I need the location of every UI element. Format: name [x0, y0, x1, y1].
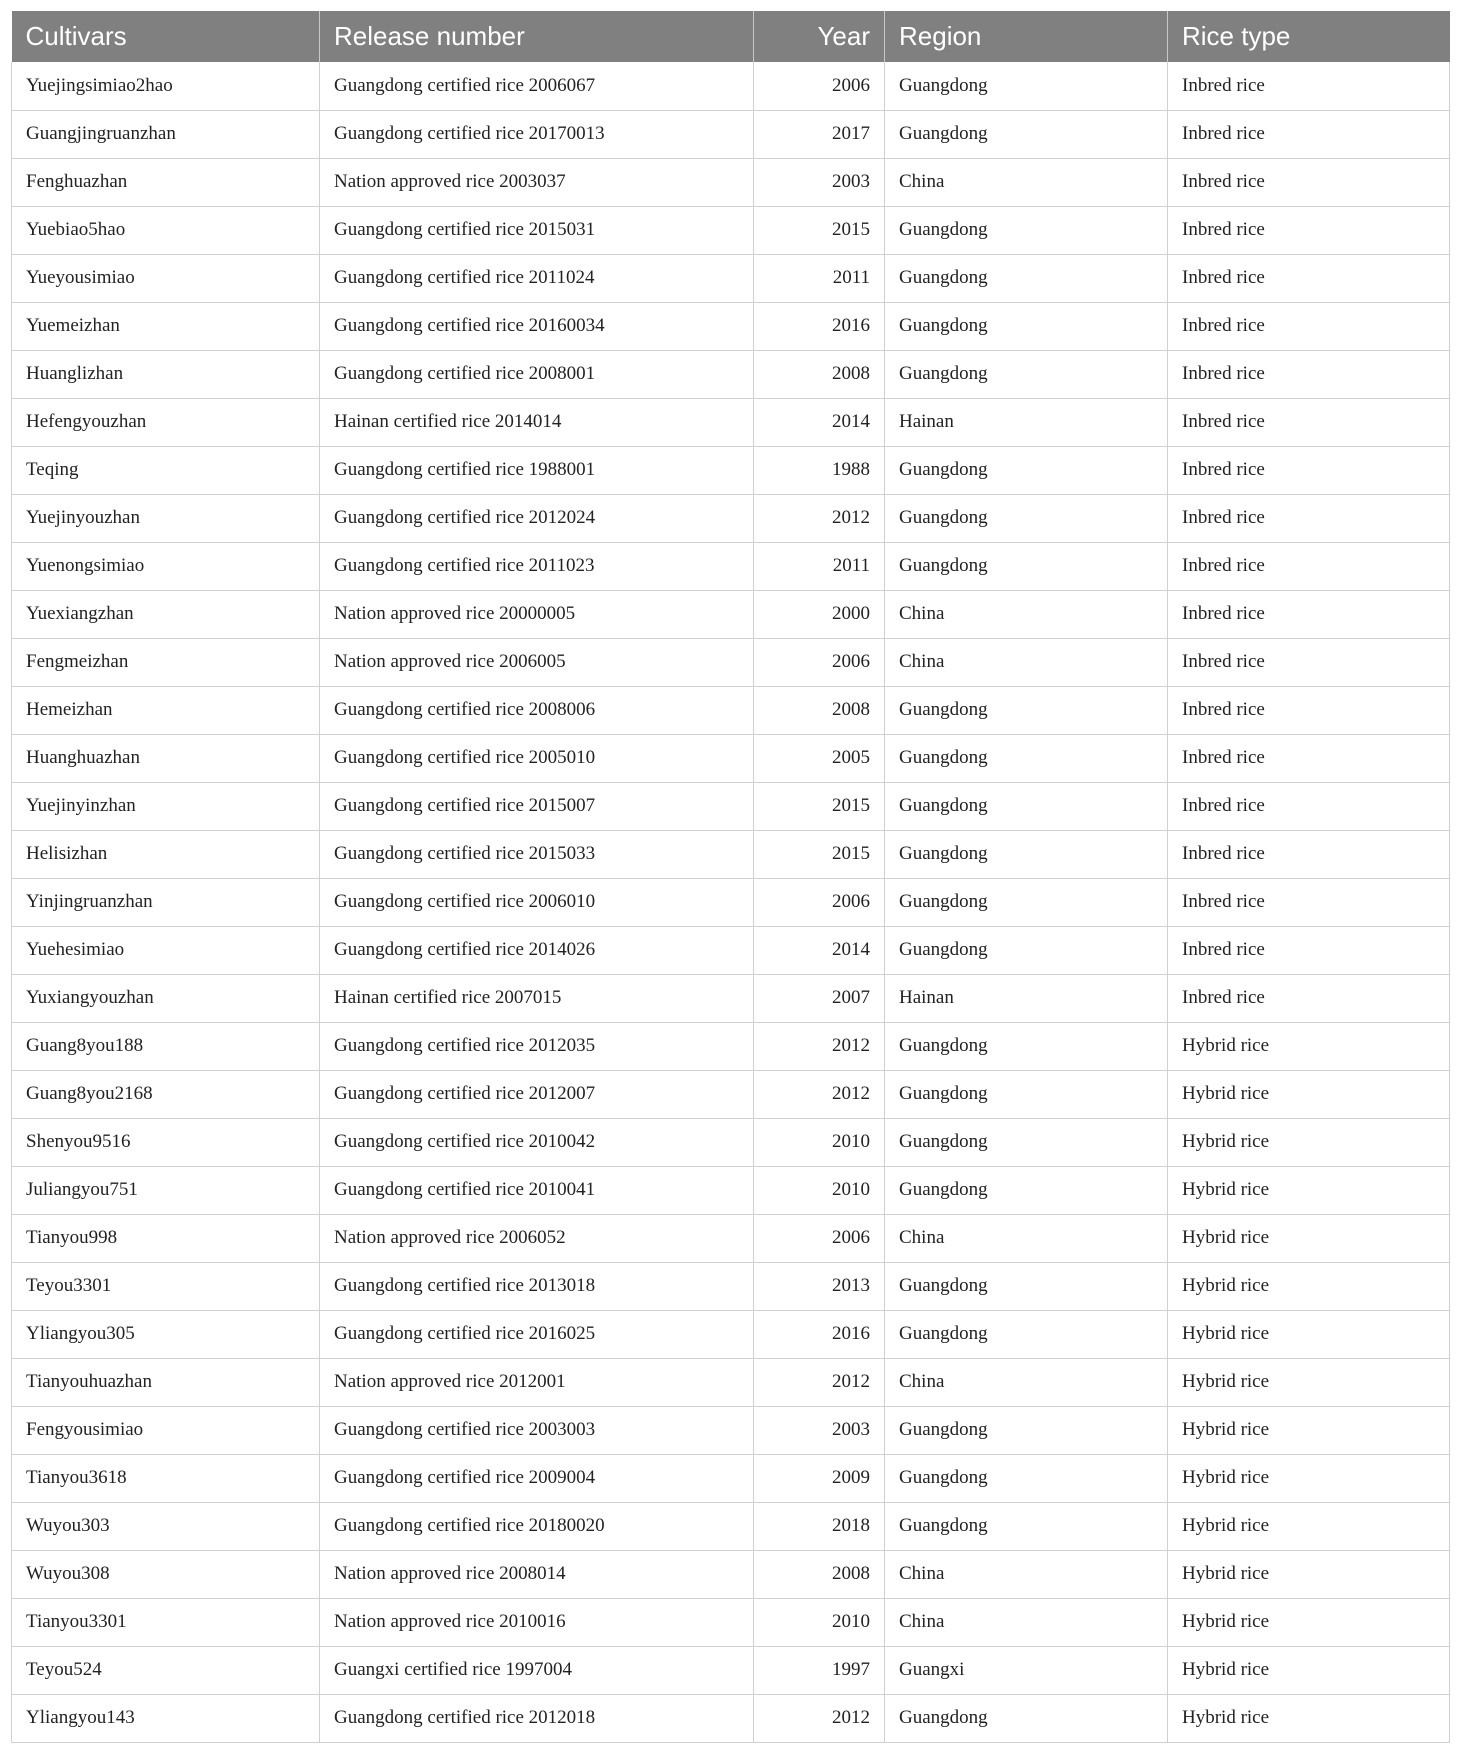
cell-rice-type: Inbred rice: [1168, 494, 1450, 542]
cell-rice-type: Inbred rice: [1168, 398, 1450, 446]
cell-year: 2010: [754, 1598, 885, 1646]
cell-region: Guangdong: [885, 206, 1168, 254]
cell-release-number: Guangdong certified rice 2008006: [320, 686, 754, 734]
cell-cultivar: Tianyou998: [12, 1214, 320, 1262]
cell-year: 2006: [754, 62, 885, 110]
cell-rice-type: Hybrid rice: [1168, 1406, 1450, 1454]
cell-year: 2018: [754, 1502, 885, 1550]
cell-cultivar: Yueyousimiao: [12, 254, 320, 302]
cell-rice-type: Hybrid rice: [1168, 1214, 1450, 1262]
cell-region: Guangdong: [885, 1022, 1168, 1070]
cell-region: Hainan: [885, 398, 1168, 446]
cell-release-number: Nation approved rice 2006005: [320, 638, 754, 686]
cell-cultivar: Tianyouhuazhan: [12, 1358, 320, 1406]
cell-cultivar: Wuyou308: [12, 1550, 320, 1598]
table-row: [12, 1646, 1450, 1694]
table-row: [12, 974, 1450, 1022]
cell-region: Guangdong: [885, 1406, 1168, 1454]
cell-release-number: Guangdong certified rice 2015007: [320, 782, 754, 830]
cell-region: Guangdong: [885, 1694, 1168, 1742]
cell-year: 2006: [754, 1214, 885, 1262]
table-row: [12, 1214, 1450, 1262]
cell-rice-type: Inbred rice: [1168, 926, 1450, 974]
cell-region: Guangdong: [885, 446, 1168, 494]
header-release-number: Release number: [320, 11, 754, 62]
cell-rice-type: Inbred rice: [1168, 686, 1450, 734]
cell-rice-type: Hybrid rice: [1168, 1070, 1450, 1118]
cell-rice-type: Inbred rice: [1168, 350, 1450, 398]
cell-rice-type: Inbred rice: [1168, 878, 1450, 926]
cell-cultivar: Huanghuazhan: [12, 734, 320, 782]
cell-year: 2007: [754, 974, 885, 1022]
cell-release-number: Guangdong certified rice 2012035: [320, 1022, 754, 1070]
cell-release-number: Guangdong certified rice 2006010: [320, 878, 754, 926]
header-region: Region: [885, 11, 1168, 62]
cell-release-number: Guangdong certified rice 2009004: [320, 1454, 754, 1502]
cell-year: 2012: [754, 1070, 885, 1118]
cell-year: 2015: [754, 782, 885, 830]
cell-rice-type: Inbred rice: [1168, 782, 1450, 830]
cell-year: 2011: [754, 542, 885, 590]
table-row: [12, 638, 1450, 686]
table-row: [12, 62, 1450, 110]
table-row: [12, 1358, 1450, 1406]
cell-cultivar: Teqing: [12, 446, 320, 494]
table-container: [11, 11, 1449, 1743]
cell-cultivar: Tianyou3301: [12, 1598, 320, 1646]
cell-region: Guangdong: [885, 1166, 1168, 1214]
cell-release-number: Nation approved rice 2003037: [320, 158, 754, 206]
table-row: [12, 1262, 1450, 1310]
cell-release-number: Guangdong certified rice 20180020: [320, 1502, 754, 1550]
cell-year: 2003: [754, 1406, 885, 1454]
cell-cultivar: Yuejinyouzhan: [12, 494, 320, 542]
table-header: [12, 11, 1450, 62]
cell-year: 2013: [754, 1262, 885, 1310]
cell-release-number: Nation approved rice 2008014: [320, 1550, 754, 1598]
cell-rice-type: Hybrid rice: [1168, 1598, 1450, 1646]
cell-release-number: Guangdong certified rice 2012018: [320, 1694, 754, 1742]
table-row: [12, 1022, 1450, 1070]
cell-rice-type: Inbred rice: [1168, 590, 1450, 638]
cell-rice-type: Inbred rice: [1168, 638, 1450, 686]
cell-region: Guangdong: [885, 302, 1168, 350]
cell-region: China: [885, 158, 1168, 206]
cell-year: 2015: [754, 830, 885, 878]
cell-rice-type: Inbred rice: [1168, 254, 1450, 302]
cell-release-number: Guangdong certified rice 2012024: [320, 494, 754, 542]
cell-cultivar: Guang8you2168: [12, 1070, 320, 1118]
cell-rice-type: Hybrid rice: [1168, 1166, 1450, 1214]
cell-cultivar: Hefengyouzhan: [12, 398, 320, 446]
cell-release-number: Guangdong certified rice 2013018: [320, 1262, 754, 1310]
cell-release-number: Guangdong certified rice 2015033: [320, 830, 754, 878]
cell-rice-type: Hybrid rice: [1168, 1454, 1450, 1502]
cell-rice-type: Inbred rice: [1168, 734, 1450, 782]
cell-cultivar: Yuebiao5hao: [12, 206, 320, 254]
cell-year: 2011: [754, 254, 885, 302]
cell-cultivar: Fenghuazhan: [12, 158, 320, 206]
table-row: [12, 590, 1450, 638]
cell-year: 1988: [754, 446, 885, 494]
cell-cultivar: Fengyousimiao: [12, 1406, 320, 1454]
cell-cultivar: Yuejinyinzhan: [12, 782, 320, 830]
cell-cultivar: Shenyou9516: [12, 1118, 320, 1166]
cell-release-number: Nation approved rice 2012001: [320, 1358, 754, 1406]
cell-cultivar: Helisizhan: [12, 830, 320, 878]
table-row: [12, 494, 1450, 542]
cell-release-number: Guangdong certified rice 2010042: [320, 1118, 754, 1166]
cell-cultivar: Yliangyou305: [12, 1310, 320, 1358]
table-row: [12, 1070, 1450, 1118]
cell-region: China: [885, 1214, 1168, 1262]
table-row: [12, 110, 1450, 158]
cell-rice-type: Inbred rice: [1168, 446, 1450, 494]
cell-region: Guangdong: [885, 830, 1168, 878]
cultivar-table: [11, 11, 1450, 1743]
cell-year: 2006: [754, 878, 885, 926]
cell-release-number: Guangdong certified rice 2011024: [320, 254, 754, 302]
table-row: [12, 1310, 1450, 1358]
cell-year: 2009: [754, 1454, 885, 1502]
cell-release-number: Guangdong certified rice 2006067: [320, 62, 754, 110]
cell-release-number: Hainan certified rice 2014014: [320, 398, 754, 446]
cell-rice-type: Hybrid rice: [1168, 1646, 1450, 1694]
cell-cultivar: Teyou3301: [12, 1262, 320, 1310]
cell-year: 2008: [754, 350, 885, 398]
table-row: [12, 446, 1450, 494]
cell-rice-type: Inbred rice: [1168, 830, 1450, 878]
cell-region: China: [885, 1358, 1168, 1406]
cell-cultivar: Huanglizhan: [12, 350, 320, 398]
cell-year: 2003: [754, 158, 885, 206]
cell-year: 2008: [754, 1550, 885, 1598]
cell-region: Guangdong: [885, 878, 1168, 926]
cell-cultivar: Tianyou3618: [12, 1454, 320, 1502]
cell-year: 2012: [754, 1358, 885, 1406]
table-row: [12, 542, 1450, 590]
cell-release-number: Guangdong certified rice 2016025: [320, 1310, 754, 1358]
cell-rice-type: Hybrid rice: [1168, 1022, 1450, 1070]
cell-rice-type: Inbred rice: [1168, 110, 1450, 158]
cell-region: Guangdong: [885, 734, 1168, 782]
cell-release-number: Guangxi certified rice 1997004: [320, 1646, 754, 1694]
cell-region: China: [885, 638, 1168, 686]
cell-region: Guangdong: [885, 1502, 1168, 1550]
cell-year: 2012: [754, 494, 885, 542]
table-row: [12, 1406, 1450, 1454]
cell-rice-type: Inbred rice: [1168, 974, 1450, 1022]
cell-release-number: Guangdong certified rice 2014026: [320, 926, 754, 974]
cell-cultivar: Guangjingruanzhan: [12, 110, 320, 158]
cell-rice-type: Hybrid rice: [1168, 1358, 1450, 1406]
cell-region: Guangdong: [885, 1262, 1168, 1310]
table-row: [12, 1166, 1450, 1214]
table-row: [12, 1598, 1450, 1646]
cell-release-number: Guangdong certified rice 20160034: [320, 302, 754, 350]
table-row: [12, 686, 1450, 734]
cell-region: Guangdong: [885, 494, 1168, 542]
cell-cultivar: Yinjingruanzhan: [12, 878, 320, 926]
table-row: [12, 878, 1450, 926]
cell-region: Hainan: [885, 974, 1168, 1022]
cell-year: 2017: [754, 110, 885, 158]
table-row: [12, 1550, 1450, 1598]
table-row: [12, 1454, 1450, 1502]
cell-region: Guangdong: [885, 1310, 1168, 1358]
cell-region: China: [885, 590, 1168, 638]
cell-cultivar: Yuenongsimiao: [12, 542, 320, 590]
table-row: [12, 734, 1450, 782]
cell-region: Guangdong: [885, 1118, 1168, 1166]
cell-region: China: [885, 1598, 1168, 1646]
cell-release-number: Guangdong certified rice 2008001: [320, 350, 754, 398]
table-row: [12, 302, 1450, 350]
header-row: [12, 11, 1450, 62]
header-cultivars: Cultivars: [12, 11, 320, 62]
table-row: [12, 1502, 1450, 1550]
cell-release-number: Guangdong certified rice 2005010: [320, 734, 754, 782]
cell-region: Guangdong: [885, 1070, 1168, 1118]
table-row: [12, 398, 1450, 446]
cell-region: Guangdong: [885, 350, 1168, 398]
cell-cultivar: Yuehesimiao: [12, 926, 320, 974]
cell-year: 2016: [754, 302, 885, 350]
cell-rice-type: Hybrid rice: [1168, 1502, 1450, 1550]
cell-release-number: Nation approved rice 2006052: [320, 1214, 754, 1262]
cell-region: Guangdong: [885, 1454, 1168, 1502]
cell-year: 2016: [754, 1310, 885, 1358]
cell-rice-type: Inbred rice: [1168, 62, 1450, 110]
cell-region: Guangdong: [885, 62, 1168, 110]
cell-release-number: Guangdong certified rice 2010041: [320, 1166, 754, 1214]
table-row: [12, 830, 1450, 878]
cell-rice-type: Inbred rice: [1168, 158, 1450, 206]
cell-cultivar: Wuyou303: [12, 1502, 320, 1550]
cell-year: 2014: [754, 926, 885, 974]
table-body: [12, 62, 1450, 1742]
cell-year: 2005: [754, 734, 885, 782]
cell-cultivar: Yliangyou143: [12, 1694, 320, 1742]
cell-year: 2010: [754, 1166, 885, 1214]
cell-cultivar: Juliangyou751: [12, 1166, 320, 1214]
table-row: [12, 350, 1450, 398]
table-row: [12, 254, 1450, 302]
cell-year: 2008: [754, 686, 885, 734]
header-rice-type: Rice type: [1168, 11, 1450, 62]
cell-release-number: Guangdong certified rice 2012007: [320, 1070, 754, 1118]
cell-release-number: Guangdong certified rice 1988001: [320, 446, 754, 494]
cell-rice-type: Hybrid rice: [1168, 1310, 1450, 1358]
cell-region: Guangdong: [885, 686, 1168, 734]
cell-rice-type: Hybrid rice: [1168, 1694, 1450, 1742]
cell-region: Guangdong: [885, 110, 1168, 158]
cell-release-number: Nation approved rice 20000005: [320, 590, 754, 638]
cell-cultivar: Yuejingsimiao2hao: [12, 62, 320, 110]
cell-rice-type: Inbred rice: [1168, 206, 1450, 254]
cell-cultivar: Yuemeizhan: [12, 302, 320, 350]
cell-rice-type: Hybrid rice: [1168, 1262, 1450, 1310]
cell-cultivar: Yuexiangzhan: [12, 590, 320, 638]
cell-year: 1997: [754, 1646, 885, 1694]
cell-release-number: Hainan certified rice 2007015: [320, 974, 754, 1022]
cell-year: 2006: [754, 638, 885, 686]
cell-year: 2000: [754, 590, 885, 638]
table-row: [12, 158, 1450, 206]
cell-cultivar: Hemeizhan: [12, 686, 320, 734]
cell-region: Guangdong: [885, 254, 1168, 302]
cell-region: Guangdong: [885, 782, 1168, 830]
cell-rice-type: Inbred rice: [1168, 302, 1450, 350]
cell-region: Guangdong: [885, 926, 1168, 974]
cell-year: 2012: [754, 1022, 885, 1070]
cell-release-number: Guangdong certified rice 2011023: [320, 542, 754, 590]
cell-cultivar: Guang8you188: [12, 1022, 320, 1070]
cell-region: China: [885, 1550, 1168, 1598]
cell-year: 2010: [754, 1118, 885, 1166]
cell-year: 2012: [754, 1694, 885, 1742]
cell-rice-type: Hybrid rice: [1168, 1550, 1450, 1598]
cell-region: Guangdong: [885, 542, 1168, 590]
cell-region: Guangxi: [885, 1646, 1168, 1694]
cell-rice-type: Hybrid rice: [1168, 1118, 1450, 1166]
cell-release-number: Guangdong certified rice 2003003: [320, 1406, 754, 1454]
cell-release-number: Nation approved rice 2010016: [320, 1598, 754, 1646]
table-row: [12, 782, 1450, 830]
header-year: Year: [754, 11, 885, 62]
cell-year: 2015: [754, 206, 885, 254]
cell-cultivar: Fengmeizhan: [12, 638, 320, 686]
cell-rice-type: Inbred rice: [1168, 542, 1450, 590]
cell-cultivar: Yuxiangyouzhan: [12, 974, 320, 1022]
table-row: [12, 926, 1450, 974]
table-row: [12, 1118, 1450, 1166]
table-row: [12, 1694, 1450, 1742]
cell-year: 2014: [754, 398, 885, 446]
table-row: [12, 206, 1450, 254]
cell-cultivar: Teyou524: [12, 1646, 320, 1694]
cell-release-number: Guangdong certified rice 2015031: [320, 206, 754, 254]
cell-release-number: Guangdong certified rice 20170013: [320, 110, 754, 158]
